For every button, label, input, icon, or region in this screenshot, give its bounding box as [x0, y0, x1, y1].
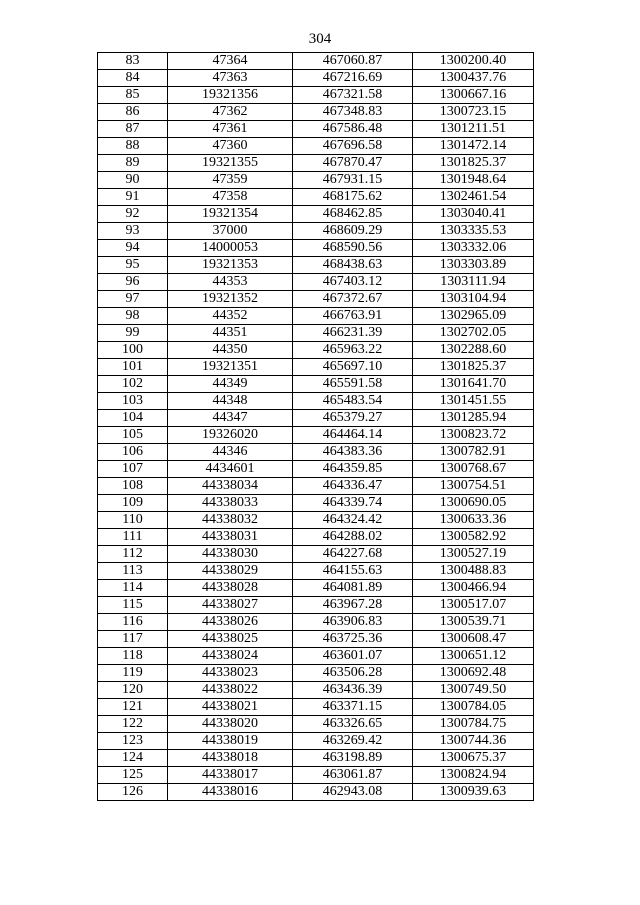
- y-coordinate-cell: 1300744.36: [413, 733, 534, 750]
- table-row: [98, 104, 534, 121]
- table-row: [98, 444, 534, 461]
- point-id-cell: 44353: [168, 274, 293, 291]
- row-number-cell: 88: [98, 138, 168, 155]
- point-id-cell: 19321351: [168, 359, 293, 376]
- table-row: [98, 614, 534, 631]
- point-id-cell: 44338025: [168, 631, 293, 648]
- point-id-cell: 19326020: [168, 427, 293, 444]
- x-coordinate-cell: 463326.65: [293, 716, 413, 733]
- row-number-cell: 94: [98, 240, 168, 257]
- table-row: [98, 325, 534, 342]
- row-number-cell: 110: [98, 512, 168, 529]
- table-row: [98, 410, 534, 427]
- point-id-cell: 44338018: [168, 750, 293, 767]
- y-coordinate-cell: 1300488.83: [413, 563, 534, 580]
- table-row: [98, 699, 534, 716]
- point-id-cell: 44338032: [168, 512, 293, 529]
- point-id-cell: 44348: [168, 393, 293, 410]
- table-row: [98, 257, 534, 274]
- row-number-cell: 109: [98, 495, 168, 512]
- y-coordinate-cell: 1303332.06: [413, 240, 534, 257]
- table-row: [98, 359, 534, 376]
- row-number-cell: 85: [98, 87, 168, 104]
- row-number-cell: 89: [98, 155, 168, 172]
- row-number-cell: 114: [98, 580, 168, 597]
- table-row: [98, 172, 534, 189]
- row-number-cell: 117: [98, 631, 168, 648]
- table-row: [98, 189, 534, 206]
- coordinates-table-body: [98, 53, 534, 801]
- row-number-cell: 116: [98, 614, 168, 631]
- point-id-cell: 19321353: [168, 257, 293, 274]
- x-coordinate-cell: 467403.12: [293, 274, 413, 291]
- table-row: [98, 70, 534, 87]
- y-coordinate-cell: 1300608.47: [413, 631, 534, 648]
- y-coordinate-cell: 1300675.37: [413, 750, 534, 767]
- x-coordinate-cell: 464383.36: [293, 444, 413, 461]
- x-coordinate-cell: 464081.89: [293, 580, 413, 597]
- row-number-cell: 111: [98, 529, 168, 546]
- x-coordinate-cell: 467321.58: [293, 87, 413, 104]
- x-coordinate-cell: 467060.87: [293, 53, 413, 70]
- row-number-cell: 113: [98, 563, 168, 580]
- table-row: [98, 427, 534, 444]
- y-coordinate-cell: 1303111.94: [413, 274, 534, 291]
- y-coordinate-cell: 1303303.89: [413, 257, 534, 274]
- table-row: [98, 138, 534, 155]
- table-row: [98, 155, 534, 172]
- y-coordinate-cell: 1300437.76: [413, 70, 534, 87]
- y-coordinate-cell: 1301825.37: [413, 155, 534, 172]
- row-number-cell: 84: [98, 70, 168, 87]
- table-row: [98, 512, 534, 529]
- y-coordinate-cell: 1300690.05: [413, 495, 534, 512]
- y-coordinate-cell: 1300824.94: [413, 767, 534, 784]
- y-coordinate-cell: 1300200.40: [413, 53, 534, 70]
- row-number-cell: 92: [98, 206, 168, 223]
- table-row: [98, 784, 534, 801]
- x-coordinate-cell: 467696.58: [293, 138, 413, 155]
- x-coordinate-cell: 464288.02: [293, 529, 413, 546]
- table-row: [98, 461, 534, 478]
- y-coordinate-cell: 1300539.71: [413, 614, 534, 631]
- table-row: [98, 648, 534, 665]
- point-id-cell: 37000: [168, 223, 293, 240]
- point-id-cell: 44338034: [168, 478, 293, 495]
- table-row: [98, 274, 534, 291]
- x-coordinate-cell: 467931.15: [293, 172, 413, 189]
- y-coordinate-cell: 1300768.67: [413, 461, 534, 478]
- point-id-cell: 44338024: [168, 648, 293, 665]
- row-number-cell: 102: [98, 376, 168, 393]
- x-coordinate-cell: 463371.15: [293, 699, 413, 716]
- row-number-cell: 125: [98, 767, 168, 784]
- table-row: [98, 393, 534, 410]
- y-coordinate-cell: 1300749.50: [413, 682, 534, 699]
- x-coordinate-cell: 463436.39: [293, 682, 413, 699]
- table-row: [98, 376, 534, 393]
- table-row: [98, 121, 534, 138]
- table-row: [98, 87, 534, 104]
- page-number: 304: [308, 31, 332, 47]
- table-row: [98, 291, 534, 308]
- row-number-cell: 122: [98, 716, 168, 733]
- point-id-cell: 47363: [168, 70, 293, 87]
- row-number-cell: 99: [98, 325, 168, 342]
- y-coordinate-cell: 1300784.75: [413, 716, 534, 733]
- x-coordinate-cell: 465483.54: [293, 393, 413, 410]
- row-number-cell: 107: [98, 461, 168, 478]
- y-coordinate-cell: 1300754.51: [413, 478, 534, 495]
- row-number-cell: 106: [98, 444, 168, 461]
- x-coordinate-cell: 467870.47: [293, 155, 413, 172]
- point-id-cell: 44338028: [168, 580, 293, 597]
- x-coordinate-cell: 463269.42: [293, 733, 413, 750]
- y-coordinate-cell: 1301211.51: [413, 121, 534, 138]
- x-coordinate-cell: 467216.69: [293, 70, 413, 87]
- x-coordinate-cell: 464464.14: [293, 427, 413, 444]
- y-coordinate-cell: 1301641.70: [413, 376, 534, 393]
- x-coordinate-cell: 468175.62: [293, 189, 413, 206]
- point-id-cell: 44338031: [168, 529, 293, 546]
- point-id-cell: 44338026: [168, 614, 293, 631]
- point-id-cell: 19321352: [168, 291, 293, 308]
- y-coordinate-cell: 1300651.12: [413, 648, 534, 665]
- point-id-cell: 44338017: [168, 767, 293, 784]
- x-coordinate-cell: 466231.39: [293, 325, 413, 342]
- point-id-cell: 44338027: [168, 597, 293, 614]
- table-row: [98, 546, 534, 563]
- y-coordinate-cell: 1300667.16: [413, 87, 534, 104]
- y-coordinate-cell: 1300939.63: [413, 784, 534, 801]
- row-number-cell: 86: [98, 104, 168, 121]
- row-number-cell: 104: [98, 410, 168, 427]
- coordinates-table: [97, 52, 534, 801]
- y-coordinate-cell: 1300517.07: [413, 597, 534, 614]
- point-id-cell: 44350: [168, 342, 293, 359]
- x-coordinate-cell: 467586.48: [293, 121, 413, 138]
- y-coordinate-cell: 1301948.64: [413, 172, 534, 189]
- row-number-cell: 91: [98, 189, 168, 206]
- point-id-cell: 44351: [168, 325, 293, 342]
- table-row: [98, 53, 534, 70]
- point-id-cell: 44349: [168, 376, 293, 393]
- row-number-cell: 97: [98, 291, 168, 308]
- table-row: [98, 682, 534, 699]
- x-coordinate-cell: 466763.91: [293, 308, 413, 325]
- y-coordinate-cell: 1302461.54: [413, 189, 534, 206]
- y-coordinate-cell: 1300582.92: [413, 529, 534, 546]
- point-id-cell: 14000053: [168, 240, 293, 257]
- y-coordinate-cell: 1300692.48: [413, 665, 534, 682]
- y-coordinate-cell: 1303335.53: [413, 223, 534, 240]
- row-number-cell: 105: [98, 427, 168, 444]
- x-coordinate-cell: 464339.74: [293, 495, 413, 512]
- point-id-cell: 47358: [168, 189, 293, 206]
- row-number-cell: 93: [98, 223, 168, 240]
- table-row: [98, 495, 534, 512]
- table-row: [98, 597, 534, 614]
- x-coordinate-cell: 463967.28: [293, 597, 413, 614]
- x-coordinate-cell: 467372.67: [293, 291, 413, 308]
- x-coordinate-cell: 463506.28: [293, 665, 413, 682]
- table-row: [98, 478, 534, 495]
- point-id-cell: 44338016: [168, 784, 293, 801]
- table-row: [98, 240, 534, 257]
- point-id-cell: 47359: [168, 172, 293, 189]
- point-id-cell: 47361: [168, 121, 293, 138]
- point-id-cell: 44338030: [168, 546, 293, 563]
- table-row: [98, 529, 534, 546]
- x-coordinate-cell: 465963.22: [293, 342, 413, 359]
- table-row: [98, 716, 534, 733]
- point-id-cell: 19321355: [168, 155, 293, 172]
- x-coordinate-cell: 468609.29: [293, 223, 413, 240]
- row-number-cell: 83: [98, 53, 168, 70]
- y-coordinate-cell: 1303104.94: [413, 291, 534, 308]
- point-id-cell: 44338023: [168, 665, 293, 682]
- table-row: [98, 733, 534, 750]
- row-number-cell: 90: [98, 172, 168, 189]
- point-id-cell: 47362: [168, 104, 293, 121]
- row-number-cell: 126: [98, 784, 168, 801]
- x-coordinate-cell: 463601.07: [293, 648, 413, 665]
- table-row: [98, 750, 534, 767]
- y-coordinate-cell: 1301472.14: [413, 138, 534, 155]
- row-number-cell: 115: [98, 597, 168, 614]
- x-coordinate-cell: 465697.10: [293, 359, 413, 376]
- y-coordinate-cell: 1303040.41: [413, 206, 534, 223]
- table-row: [98, 665, 534, 682]
- x-coordinate-cell: 463725.36: [293, 631, 413, 648]
- point-id-cell: 44338029: [168, 563, 293, 580]
- x-coordinate-cell: 463198.89: [293, 750, 413, 767]
- table-row: [98, 767, 534, 784]
- x-coordinate-cell: 465591.58: [293, 376, 413, 393]
- row-number-cell: 112: [98, 546, 168, 563]
- point-id-cell: 44346: [168, 444, 293, 461]
- table-row: [98, 206, 534, 223]
- x-coordinate-cell: 463061.87: [293, 767, 413, 784]
- row-number-cell: 120: [98, 682, 168, 699]
- row-number-cell: 96: [98, 274, 168, 291]
- row-number-cell: 100: [98, 342, 168, 359]
- point-id-cell: 44352: [168, 308, 293, 325]
- table-row: [98, 580, 534, 597]
- table-row: [98, 308, 534, 325]
- point-id-cell: 47364: [168, 53, 293, 70]
- table-row: [98, 631, 534, 648]
- point-id-cell: 44338021: [168, 699, 293, 716]
- x-coordinate-cell: 464336.47: [293, 478, 413, 495]
- y-coordinate-cell: 1300782.91: [413, 444, 534, 461]
- row-number-cell: 118: [98, 648, 168, 665]
- row-number-cell: 121: [98, 699, 168, 716]
- point-id-cell: 4434601: [168, 461, 293, 478]
- x-coordinate-cell: 464324.42: [293, 512, 413, 529]
- row-number-cell: 124: [98, 750, 168, 767]
- point-id-cell: 44338020: [168, 716, 293, 733]
- y-coordinate-cell: 1300784.05: [413, 699, 534, 716]
- table-row: [98, 342, 534, 359]
- x-coordinate-cell: 463906.83: [293, 614, 413, 631]
- x-coordinate-cell: 464155.63: [293, 563, 413, 580]
- row-number-cell: 119: [98, 665, 168, 682]
- x-coordinate-cell: 465379.27: [293, 410, 413, 427]
- x-coordinate-cell: 468590.56: [293, 240, 413, 257]
- table-row: [98, 223, 534, 240]
- row-number-cell: 103: [98, 393, 168, 410]
- x-coordinate-cell: 468462.85: [293, 206, 413, 223]
- x-coordinate-cell: 464227.68: [293, 546, 413, 563]
- y-coordinate-cell: 1302288.60: [413, 342, 534, 359]
- row-number-cell: 98: [98, 308, 168, 325]
- y-coordinate-cell: 1302965.09: [413, 308, 534, 325]
- x-coordinate-cell: 462943.08: [293, 784, 413, 801]
- point-id-cell: 19321356: [168, 87, 293, 104]
- y-coordinate-cell: 1301285.94: [413, 410, 534, 427]
- point-id-cell: 47360: [168, 138, 293, 155]
- y-coordinate-cell: 1300527.19: [413, 546, 534, 563]
- table-row: [98, 563, 534, 580]
- row-number-cell: 123: [98, 733, 168, 750]
- y-coordinate-cell: 1300823.72: [413, 427, 534, 444]
- point-id-cell: 44347: [168, 410, 293, 427]
- row-number-cell: 108: [98, 478, 168, 495]
- row-number-cell: 87: [98, 121, 168, 138]
- row-number-cell: 101: [98, 359, 168, 376]
- row-number-cell: 95: [98, 257, 168, 274]
- x-coordinate-cell: 467348.83: [293, 104, 413, 121]
- point-id-cell: 44338033: [168, 495, 293, 512]
- y-coordinate-cell: 1300466.94: [413, 580, 534, 597]
- y-coordinate-cell: 1302702.05: [413, 325, 534, 342]
- y-coordinate-cell: 1301825.37: [413, 359, 534, 376]
- point-id-cell: 44338019: [168, 733, 293, 750]
- y-coordinate-cell: 1301451.55: [413, 393, 534, 410]
- x-coordinate-cell: 468438.63: [293, 257, 413, 274]
- y-coordinate-cell: 1300633.36: [413, 512, 534, 529]
- point-id-cell: 44338022: [168, 682, 293, 699]
- x-coordinate-cell: 464359.85: [293, 461, 413, 478]
- point-id-cell: 19321354: [168, 206, 293, 223]
- y-coordinate-cell: 1300723.15: [413, 104, 534, 121]
